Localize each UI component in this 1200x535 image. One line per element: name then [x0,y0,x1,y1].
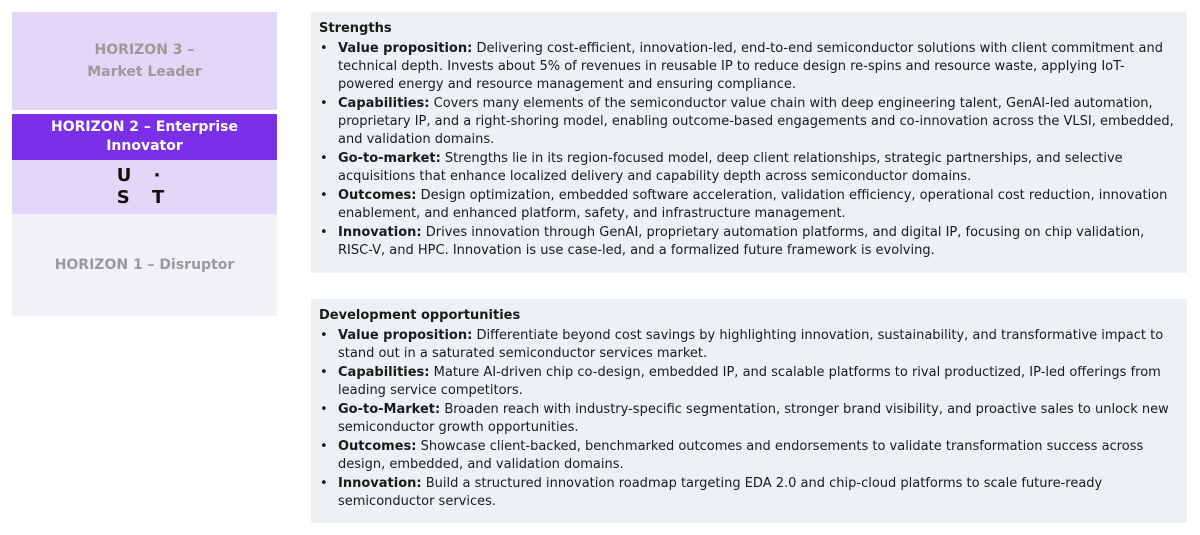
item-label: Go-to-Market: [338,402,441,417]
list-item [319,401,1179,437]
development-panel [311,299,1187,523]
bullet-icon: • [320,225,328,240]
list-item [319,187,1179,223]
item-text: Broaden reach with industry-specific segmentation, stronger brand visibility, and proactive sales to unlock new semiconductor growth opportunities. [338,402,1169,435]
strengths-list [319,40,1179,260]
horizon-2-line1: HORIZON 2 – Enterprise [51,119,238,135]
bullet-icon: • [320,365,328,380]
list-item [319,95,1179,149]
horizon-3-line1: HORIZON 3 – [94,42,195,58]
list-item [319,150,1179,186]
horizon-3-line2: Market Leader [87,64,202,80]
horizon-1-label: HORIZON 1 – Disruptor [54,257,235,273]
item-label: Go-to-market: [338,151,441,166]
logo-row-2: S T [116,187,173,208]
bullet-icon: • [320,96,328,111]
bullet-icon: • [320,188,328,203]
bullet-icon: • [320,328,328,343]
bullet-icon: • [320,439,328,454]
list-item [319,475,1179,511]
item-label: Capabilities: [338,96,430,111]
strengths-panel [311,12,1187,273]
bullet-icon: • [320,41,328,56]
item-text: Mature AI-driven chip co-design, embedded IP, and scalable platforms to rival productized, IP-led offerings from leading service competitors. [338,365,1161,398]
item-text: Differentiate beyond cost savings by highlighting innovation, sustainability, and transformative impact to stand out in a saturated semiconductor services market. [338,328,1164,361]
item-text: Design optimization, embedded software acceleration, validation efficiency, operational cost reduction, innovation enablement, and enhanced platform, safety, and infrastructure management. [338,188,1168,221]
horizon-1-block [12,214,277,316]
list-item [319,327,1179,363]
horizon-column [12,12,277,316]
item-label: Outcomes: [338,188,417,203]
horizon-2-block [12,114,277,160]
item-label: Value proposition: [338,328,473,343]
item-label: Innovation: [338,225,422,240]
list-item [319,40,1179,94]
company-logo-band [12,160,277,214]
strengths-title: Strengths [319,21,392,36]
development-title: Development opportunities [319,308,521,323]
item-label: Capabilities: [338,365,430,380]
item-text: Strengths lie in its region-focused model, deep client relationships, strategic partnerships, and selective acquisitions that enhance localized delivery and capability depth across semiconductor domains. [338,151,1123,184]
horizon-3-block [12,12,277,110]
item-text: Delivering cost-efficient, innovation-led, end-to-end semiconductor solutions with client commitment and technical depth. Invests about 5% of revenues in reusable IP to reduce design re-spins and resource waste, applying IoT-powered energy and resource management and ensuring compliance. [338,41,1163,92]
development-list [319,327,1179,511]
bullet-icon: • [320,402,328,417]
item-label: Outcomes: [338,439,417,454]
bullet-icon: • [320,151,328,166]
item-label: Innovation: [338,476,422,491]
company-logo [117,165,173,209]
item-label: Value proposition: [338,41,473,56]
logo-row-1: U · [116,165,169,186]
item-text: Build a structured innovation roadmap targeting EDA 2.0 and chip-cloud platforms to scale future-ready semiconductor services. [338,476,1103,509]
item-text: Covers many elements of the semiconductor value chain with deep engineering talent, GenAI-led automation, proprietary IP, and a right-shoring model, enabling outcome-based engagements and co-innovation across the VLSI, embedded, and validation domains. [338,96,1174,147]
list-item [319,438,1179,474]
horizon-2-line2: Innovator [106,138,183,154]
list-item [319,224,1179,260]
bullet-icon: • [320,476,328,491]
item-text: Showcase client-backed, benchmarked outcomes and endorsements to validate transformation success across design, embedded, and validation domains. [338,439,1144,472]
item-text: Drives innovation through GenAI, proprietary automation platforms, and digital IP, focusing on chip validation, RISC-V, and HPC. Innovation is use case-led, and a formalized future framework is evolving. [338,225,1145,258]
list-item [319,364,1179,400]
